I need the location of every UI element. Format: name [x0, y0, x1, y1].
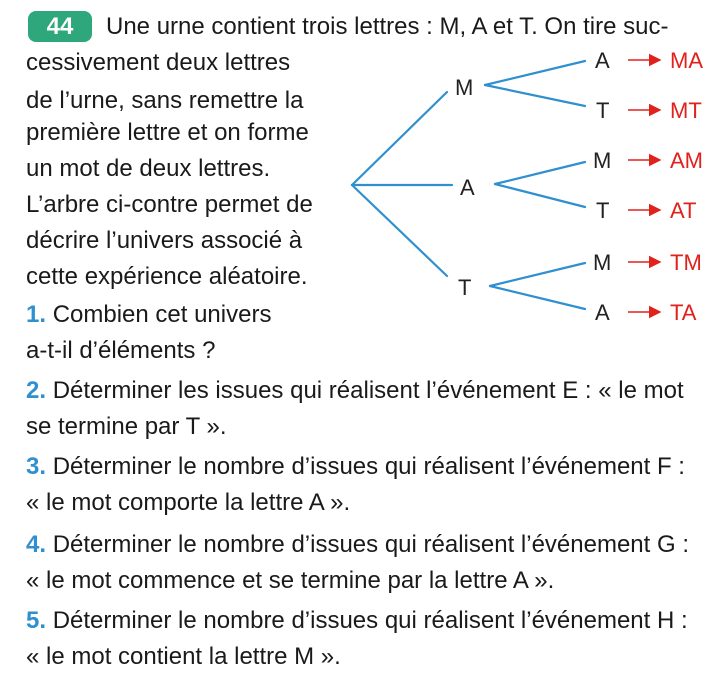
node-T-A: A — [595, 300, 610, 325]
branch-M-A — [485, 61, 585, 85]
question-number: 3. — [26, 453, 47, 480]
question-text: Déterminer le nombre d’issues qui réalisent l’événement G : — [52, 531, 689, 558]
question-number: 2. — [26, 377, 47, 404]
question-5-cont: « le mot contient la lettre M ». — [26, 643, 341, 670]
outcome-word: AT — [670, 198, 697, 223]
question-text: Déterminer le nombre d’issues qui réalisent l’événement F : — [52, 453, 685, 480]
intro-line: décrire l’univers associé à — [26, 227, 303, 254]
outcome-word: TA — [670, 300, 697, 325]
intro-line: Une urne contient trois lettres : M, A et T. On tire suc- — [106, 13, 669, 40]
node-M: M — [455, 75, 474, 100]
question-text: Déterminer le nombre d’issues qui réalisent l’événement H : — [52, 607, 688, 634]
root-branches — [352, 92, 452, 276]
intro-line: cette expérience aléatoire. — [26, 263, 308, 290]
node-T-M: M — [593, 250, 612, 275]
node-M-T: T — [596, 98, 610, 123]
branch-M-T — [485, 85, 585, 106]
intro-line: cessivement deux lettres — [26, 49, 291, 76]
branch-root-T — [352, 185, 447, 276]
question-number: 1. — [26, 301, 47, 328]
branch-T-M — [490, 263, 585, 286]
node-A: A — [460, 175, 475, 200]
outcome-word: MT — [670, 98, 702, 123]
question-4-cont: « le mot commence et se termine par la lettre A ». — [26, 567, 555, 594]
question-1-cont: a-t-il d’éléments ? — [26, 337, 216, 364]
exercise-badge: 44 — [28, 11, 92, 42]
branch-A-M — [495, 162, 585, 184]
intro-line: un mot de deux lettres. — [26, 155, 271, 182]
question-number: 5. — [26, 607, 47, 634]
node-A-T: T — [596, 198, 610, 223]
intro-line: première lettre et on forme — [26, 119, 309, 146]
node-T: T — [458, 275, 472, 300]
question-3-cont: « le mot comporte la lettre A ». — [26, 489, 351, 516]
outcome-word: MA — [670, 48, 703, 73]
intro-line: L’arbre ci-contre permet de — [26, 191, 313, 218]
outcome-word: AM — [670, 148, 703, 173]
outcome-word: TM — [670, 250, 702, 275]
branch-T-A — [490, 286, 585, 309]
second-branches — [485, 61, 585, 309]
branch-A-T — [495, 184, 585, 207]
branch-root-M — [352, 92, 447, 185]
node-M-A: A — [595, 48, 610, 73]
question-text: Déterminer les issues qui réalisent l’événement E : « le mot — [52, 377, 684, 404]
outcome-arrows — [628, 60, 660, 312]
question-text: Combien cet univers — [52, 301, 272, 328]
question-2-cont: se termine par T ». — [26, 413, 227, 440]
question-number: 4. — [26, 531, 47, 558]
intro-line: de l’urne, sans remettre la — [26, 87, 304, 114]
node-A-M: M — [593, 148, 612, 173]
